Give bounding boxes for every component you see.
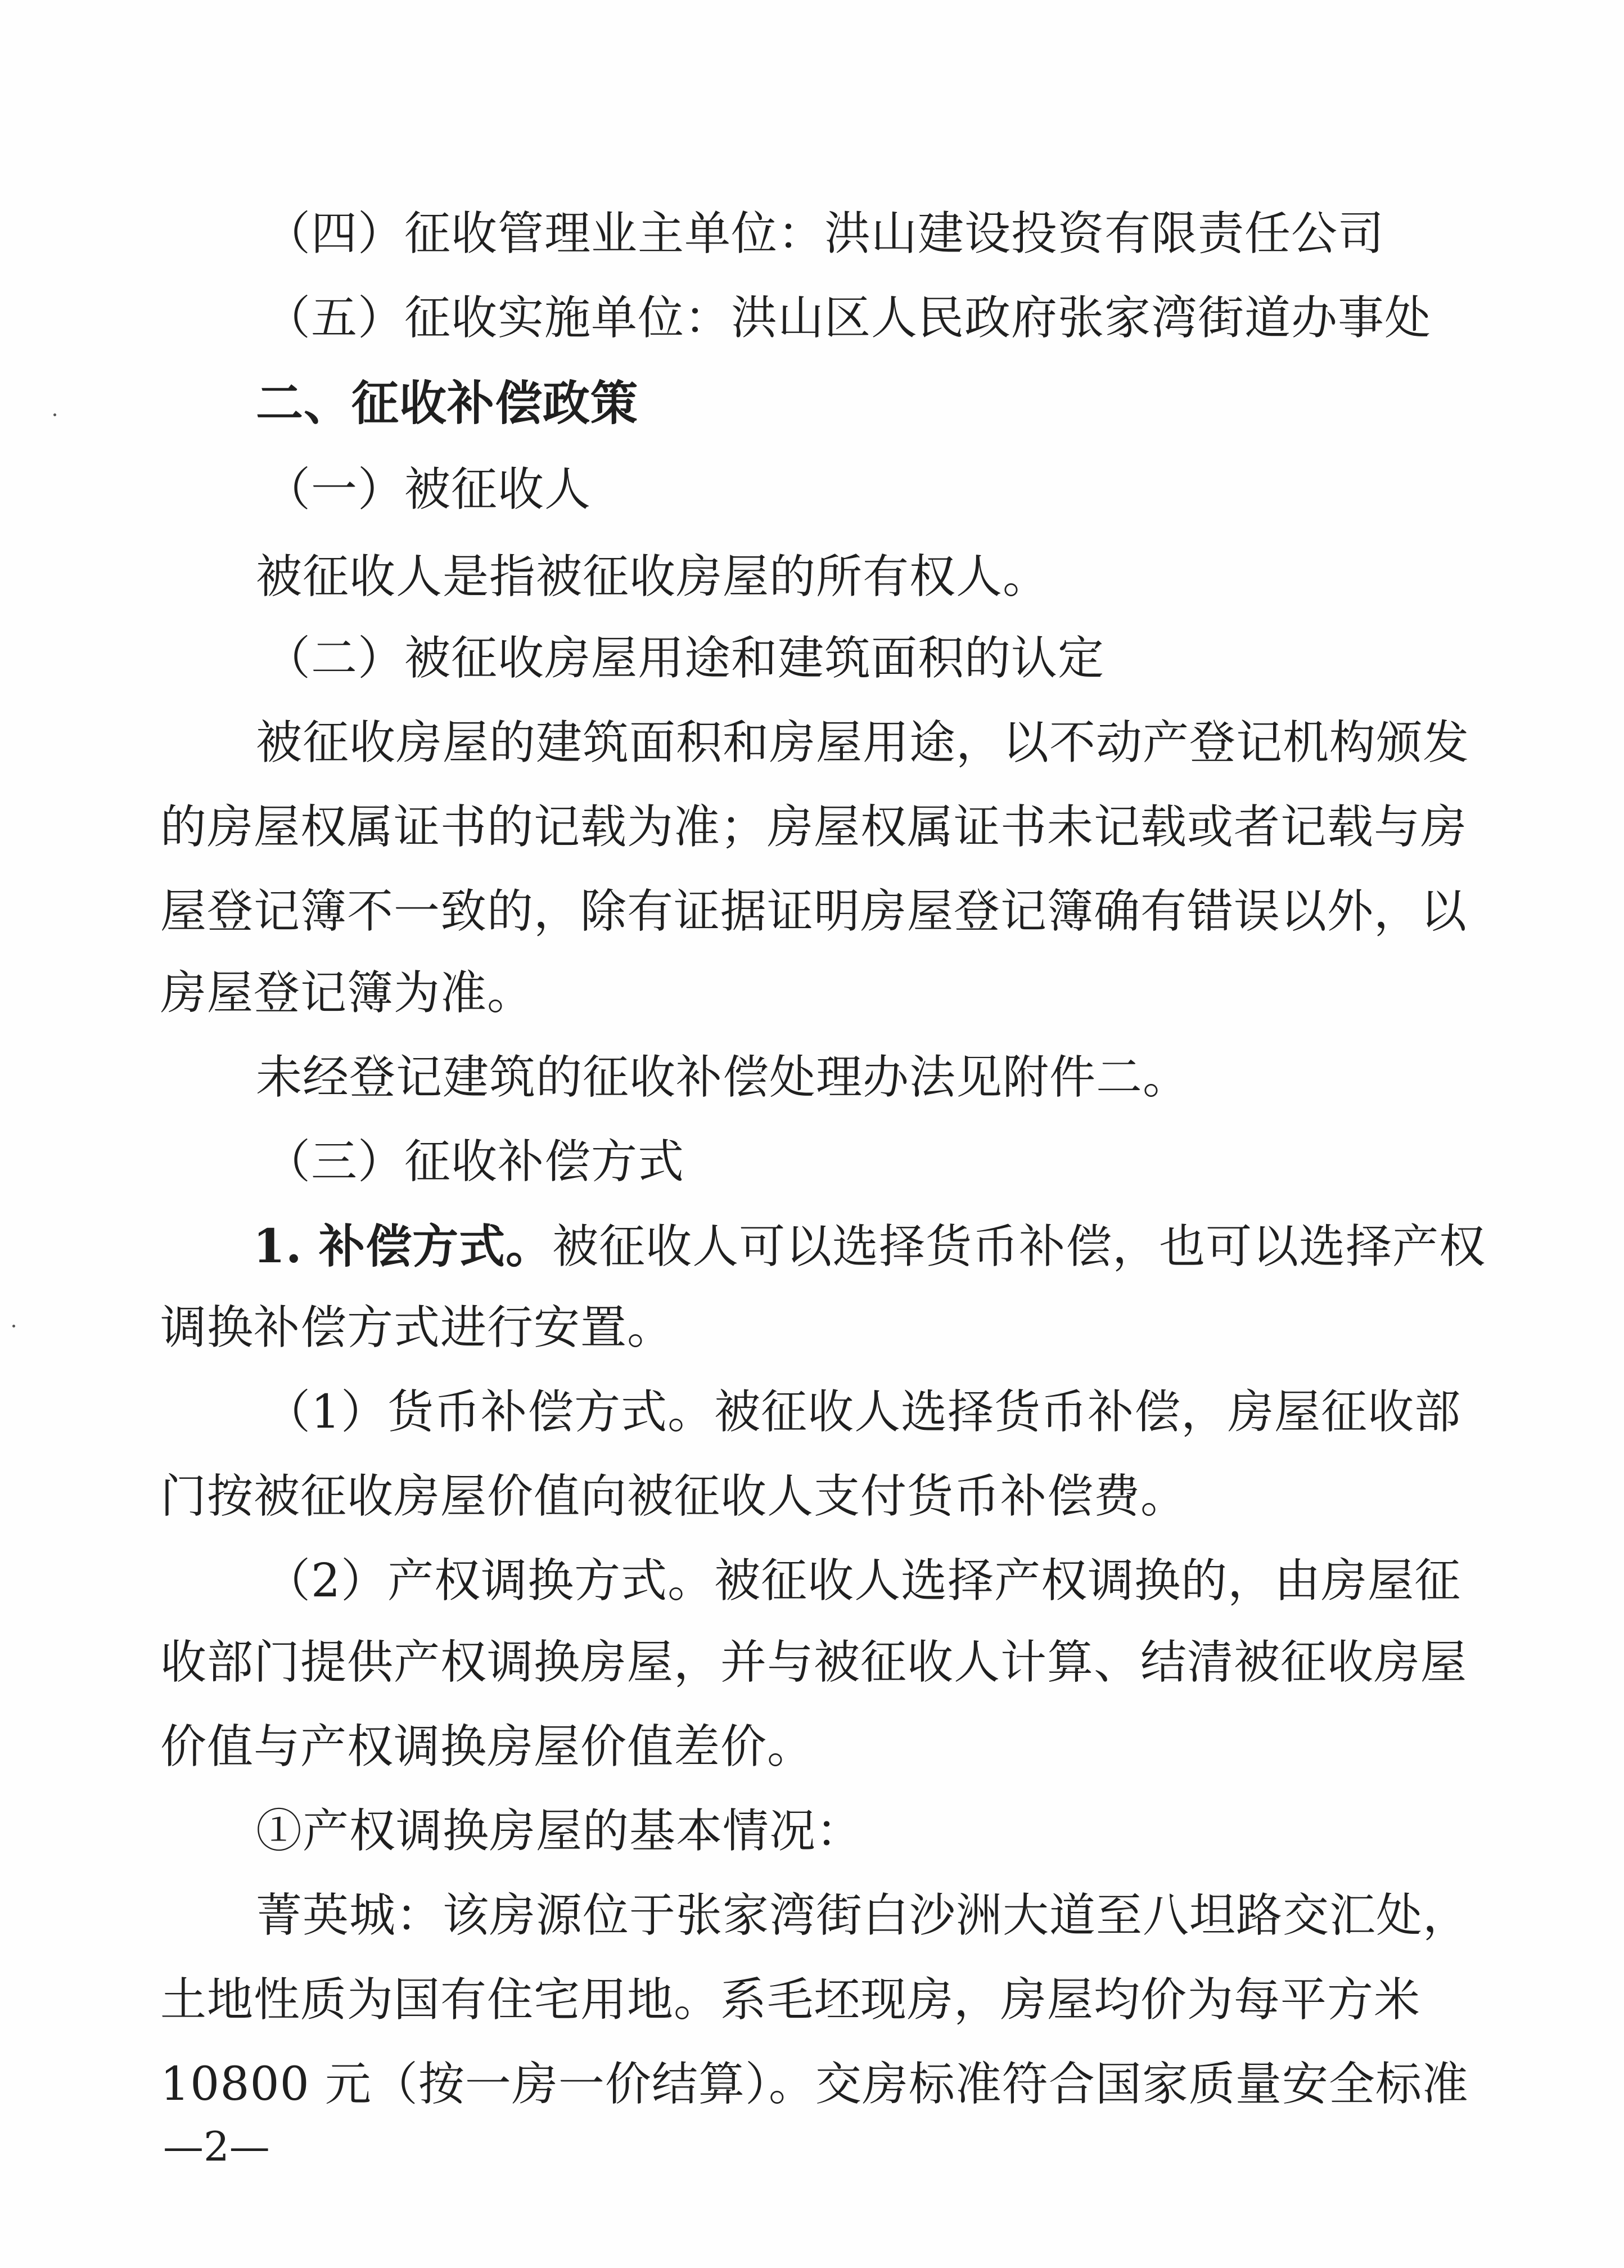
paragraph-compensation-method-2: 调换补偿方式进行安置。 [160, 1301, 674, 1354]
line-4-business-unit: （四）征收管理业主单位：洪山建设投资有限责任公司 [264, 207, 1385, 260]
paragraph-monetary-1: （1）货币补偿方式。被征收人选择货币补偿，房屋征收部 [264, 1385, 1461, 1439]
paragraph-jingying-city-3: 10800 元（按一房一价结算）。交房标准符合国家质量安全标准 [160, 2058, 1469, 2111]
line-5-implementation-unit: （五）征收实施单位：洪山区人民政府张家湾街道办事处 [264, 291, 1432, 345]
subheading-compensation-method: （三）征收补偿方式 [264, 1135, 685, 1189]
paragraph-usage-area-1: 被征收房屋的建筑面积和房屋用途，以不动产登记机构颁发 [256, 716, 1470, 770]
paragraph-compensation-method-1 [253, 1220, 1486, 1274]
paragraph-monetary-2: 门按被征收房屋价值向被征收人支付货币补偿费。 [160, 1470, 1188, 1523]
scan-speck [53, 413, 56, 416]
paragraph-exchange-house-basic: ①产权调换房屋的基本情况： [256, 1804, 863, 1858]
section-heading-compensation-policy: 二、征收补偿政策 [256, 376, 639, 431]
paragraph-unregistered: 未经登记建筑的征收补偿处理办法见附件二。 [256, 1051, 1190, 1104]
page-number: —2— [163, 2123, 270, 2170]
paragraph-expropriated-person: 被征收人是指被征收房屋的所有权人。 [256, 550, 1050, 604]
paragraph-jingying-city-2: 土地性质为国有住宅用地。系毛坯现房，房屋均价为每平方米 [160, 1973, 1421, 2027]
compensation-method-label: 1. 补偿方式。 [253, 1220, 553, 1274]
paragraph-property-exchange-3: 价值与产权调换房屋价值差价。 [160, 1720, 814, 1774]
compensation-method-text: 被征收人可以选择货币补偿，也可以选择产权 [552, 1220, 1486, 1274]
scan-speck [12, 1325, 15, 1328]
paragraph-usage-area-2: 的房屋权属证书的记载为准；房屋权属证书未记载或者记载与房 [160, 800, 1468, 854]
subheading-expropriated-person: （一）被征收人 [264, 463, 592, 516]
subheading-usage-area: （二）被征收房屋用途和建筑面积的认定 [264, 632, 1105, 685]
paragraph-property-exchange-1: （2）产权调换方式。被征收人选择产权调换的，由房屋征 [264, 1554, 1461, 1608]
paragraph-usage-area-3: 屋登记簿不一致的，除有证据证明房屋登记簿确有错误以外，以 [160, 885, 1468, 938]
paragraph-jingying-city-1: 菁英城：该房源位于张家湾街白沙洲大道至八坦路交汇处， [256, 1889, 1470, 1942]
paragraph-usage-area-4: 房屋登记簿为准。 [160, 966, 534, 1020]
paragraph-property-exchange-2: 收部门提供产权调换房屋，并与被征收人计算、结清被征收房屋 [160, 1636, 1468, 1689]
